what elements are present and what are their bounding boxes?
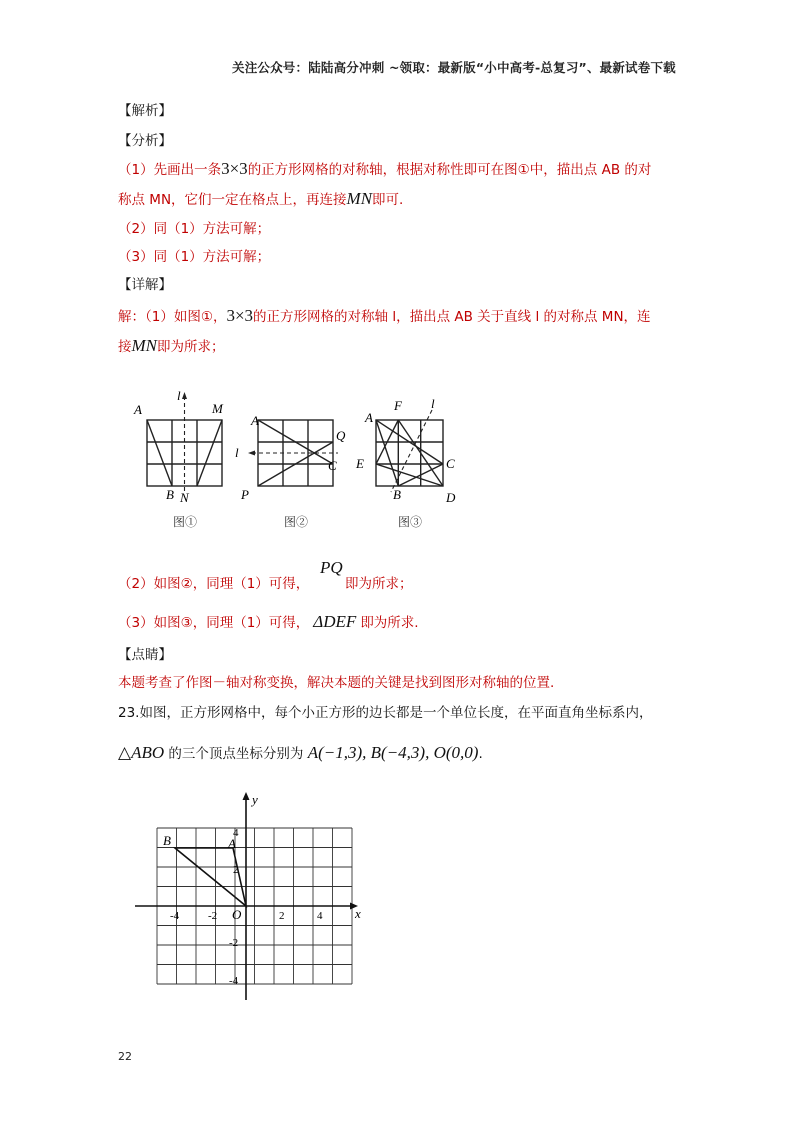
y-tick-label: 2 — [233, 864, 239, 876]
label-F: F — [394, 398, 402, 413]
xiangjie-text: 接 — [118, 339, 132, 355]
figure-2-caption: 图② — [284, 515, 309, 529]
xiangjie-line-1 — [118, 306, 651, 327]
y-tick-label: -2 — [229, 937, 239, 949]
math-expr: MN — [346, 189, 373, 208]
label-C: C — [446, 456, 455, 471]
figure-2 — [235, 413, 346, 529]
math-expr: MN — [131, 336, 157, 355]
label-E: E — [356, 456, 364, 471]
math-expr-pq: PQ — [320, 558, 343, 577]
q23-text: 的三个顶点坐标分别为 — [168, 746, 304, 762]
label-B: B — [393, 487, 401, 502]
symmetry-figures — [125, 380, 485, 540]
xiangjie-text: 解：（1）如图①， — [118, 309, 227, 325]
page-header: 关注公众号：陆陆高分冲刺 ~领取：最新版“小中高考-总复习”、最新试卷下载 — [232, 60, 676, 75]
fenxi-tag: 【分析】 — [118, 133, 172, 149]
analysis-tag: 【解析】 — [118, 103, 172, 119]
label-A: A — [365, 410, 373, 425]
figure-1-caption: 图① — [173, 515, 198, 529]
xiangjie-line-2 — [118, 336, 225, 357]
q23-line-2 — [118, 743, 483, 764]
figure-1 — [133, 388, 224, 529]
fenxi-text: 即可. — [372, 192, 404, 208]
fenxi-text: 的正方形网格的对称轴，根据对称性即可在图①中，描出点 AB 的对 — [247, 162, 652, 178]
page-number: 22 — [118, 1050, 132, 1063]
label-D: D — [446, 490, 456, 505]
label-N: N — [180, 490, 189, 505]
y-tick-label: 4 — [233, 827, 239, 839]
point-b-label: B — [163, 833, 171, 848]
point-a-label: A — [228, 836, 236, 851]
label-l: l — [235, 445, 239, 460]
figure-3 — [355, 396, 456, 529]
xiangjie-text: 即为所求； — [157, 339, 225, 355]
x-tick-label: 2 — [279, 910, 285, 922]
fenxi-line-1 — [118, 159, 651, 180]
fenxi-line-4: （3）同（1）方法可解； — [118, 249, 271, 265]
x-axis-label: x — [355, 906, 361, 921]
fenxi-line-2 — [118, 189, 403, 210]
label-B: B — [166, 487, 174, 502]
xiangjie-text: （2）如图②，同理（1）可得， — [118, 576, 310, 592]
y-tick-label: -4 — [229, 975, 239, 987]
xiangjie-text: 的正方形网格的对称轴 l，描出点 AB 关于直线 l 的对称点 MN，连 — [253, 309, 651, 325]
label-l: l — [177, 388, 181, 403]
math-expr-tri: △ABO — [118, 743, 165, 762]
label-A: A — [251, 413, 259, 428]
arrow-icon — [182, 392, 187, 399]
label-P: P — [241, 487, 249, 502]
math-expr-def: ΔDEF — [313, 612, 357, 631]
origin-label: O — [232, 907, 242, 922]
x-tick-label: 4 — [317, 910, 323, 922]
xiangjie-line-3 — [118, 574, 309, 594]
label-M: M — [212, 401, 223, 416]
fenxi-text: （1）先画出一条 — [118, 162, 222, 178]
arrow-icon — [243, 792, 250, 800]
q23-text: . — [478, 746, 483, 762]
dianjing-tag: 【点睛】 — [118, 647, 172, 663]
xiangjie-text: （3）如图③，同理（1）可得， — [118, 615, 310, 631]
arrow-icon — [248, 451, 255, 456]
fenxi-line-3: （2）同（1）方法可解； — [118, 221, 271, 237]
xiangjie-line-4 — [118, 612, 419, 633]
x-tick-label: -4 — [170, 910, 180, 922]
xiangjie-tag: 【详解】 — [118, 277, 172, 293]
label-l: l — [431, 396, 435, 411]
math-expr: 3×3 — [221, 159, 248, 178]
y-axis-label: y — [252, 792, 258, 807]
coordinate-figure — [125, 785, 375, 1010]
math-expr-coords: A(−1,3), B(−4,3), O(0,0) — [307, 743, 479, 762]
figure-3-caption: 图③ — [398, 515, 423, 529]
x-tick-label: -2 — [208, 910, 218, 922]
math-expr: 3×3 — [226, 306, 254, 325]
q23-line-1: 23.如图，正方形网格中，每个小正方形的边长都是一个单位长度，在平面直角坐标系内， — [118, 705, 653, 721]
label-Q: Q — [336, 428, 346, 443]
xiangjie-text: 即为所求； — [345, 576, 413, 592]
dianjing-text: 本题考查了作图－轴对称变换，解决本题的关键是找到图形对称轴的位置. — [118, 675, 555, 691]
xiangjie-text: 即为所求. — [360, 615, 419, 631]
label-A: A — [134, 402, 142, 417]
fenxi-text: 称点 MN，它们一定在格点上，再连接 — [118, 192, 347, 208]
label-C: C — [328, 458, 337, 473]
